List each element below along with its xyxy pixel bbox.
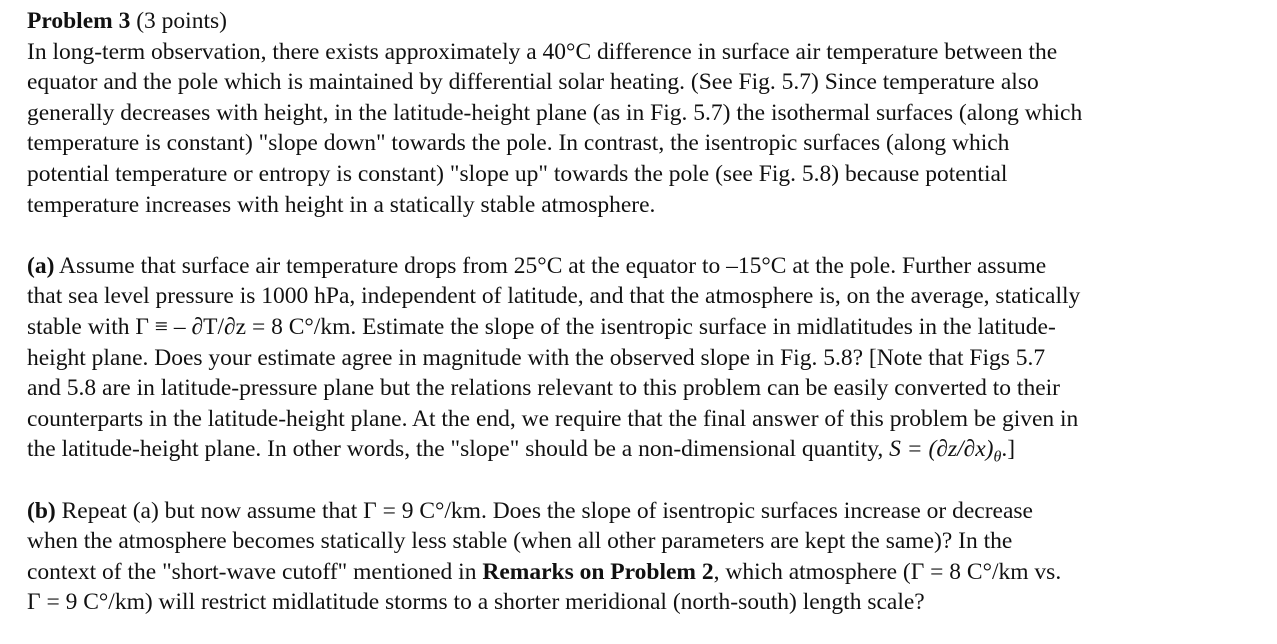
part-b-paragraph <box>27 496 1257 618</box>
part-b-line: when the atmosphere becomes statically less stable (when all other parameters are kept the same)? In the <box>27 528 1013 555</box>
problem-heading-points: (3 points) <box>130 8 227 34</box>
part-a-line: height plane. Does your estimate agree in magnitude with the observed slope in Fig. 5.8? [Note that Figs 5.7 <box>27 344 1046 371</box>
part-a-line: stable with Γ ≡ – ∂T/∂z = 8 C°/km. Estimate the slope of the isentropic surface in midlatitudes in the latitude- <box>27 313 1056 340</box>
remarks-reference: Remarks on Problem 2 <box>482 558 714 585</box>
part-a-last-text: the latitude-height plane. In other words, the "slope" should be a non-dimensional quantity, <box>27 436 890 463</box>
part-b-label: (b) <box>27 497 56 524</box>
slope-formula: $S = (\partial z/\partial x)_\theta$ <box>889 436 1002 466</box>
problem-heading <box>27 6 1257 37</box>
intro-line: equator and the pole which is maintained by differential solar heating. (See Fig. 5.7) Since temperature also <box>27 69 1039 96</box>
part-b-line <box>27 557 1257 588</box>
part-a-label: (a) <box>27 252 55 279</box>
paragraph-gap <box>27 465 1257 496</box>
part-a-text: Assume that surface air temperature drops from 25°C at the equator to –15°C at the pole. Further assume <box>54 252 1047 279</box>
part-a-line: counterparts in the latitude-height plane. At the end, we require that the final answer of this problem be given in <box>27 405 1079 432</box>
intro-paragraph <box>27 37 1257 221</box>
part-a-line: and 5.8 are in latitude-pressure plane but the relations relevant to this problem can be easily converted to their <box>27 375 1060 402</box>
intro-line: In long-term observation, there exists approximately a 40°C difference in surface air temperature between the <box>27 38 1058 65</box>
part-a-last-suffix: .] <box>1001 436 1016 463</box>
intro-line: temperature increases with height in a statically stable atmosphere. <box>27 191 656 218</box>
part-a-line <box>27 251 1257 282</box>
part-b-line3-prefix: context of the "short-wave cutoff" mentioned in <box>27 558 483 585</box>
part-a-line <box>27 434 1257 465</box>
problem-heading-title: Problem 3 <box>27 8 131 34</box>
part-a-line: that sea level pressure is 1000 hPa, independent of latitude, and that the atmosphere is, on the average, statically <box>27 283 1081 310</box>
intro-line: temperature is constant) "slope down" towards the pole. In contrast, the isentropic surfaces (along which <box>27 130 1010 157</box>
part-b-line3-suffix: , which atmosphere (Γ = 8 C°/km vs. <box>713 558 1062 585</box>
intro-line: potential temperature or entropy is constant) "slope up" towards the pole (see Fig. 5.8) because potential <box>27 160 1008 187</box>
part-b-line: Γ = 9 C°/km) will restrict midlatitude storms to a shorter meridional (north-south) length scale? <box>27 589 925 616</box>
paragraph-gap <box>27 220 1257 251</box>
problem-document <box>27 6 1257 618</box>
intro-line: generally decreases with height, in the latitude-height plane (as in Fig. 5.7) the isothermal surfaces (along which <box>27 99 1083 126</box>
part-a-paragraph <box>27 251 1257 465</box>
part-b-text: Repeat (a) but now assume that Γ = 9 C°/km. Does the slope of isentropic surfaces increase or decrease <box>55 497 1033 524</box>
part-b-line <box>27 496 1257 527</box>
